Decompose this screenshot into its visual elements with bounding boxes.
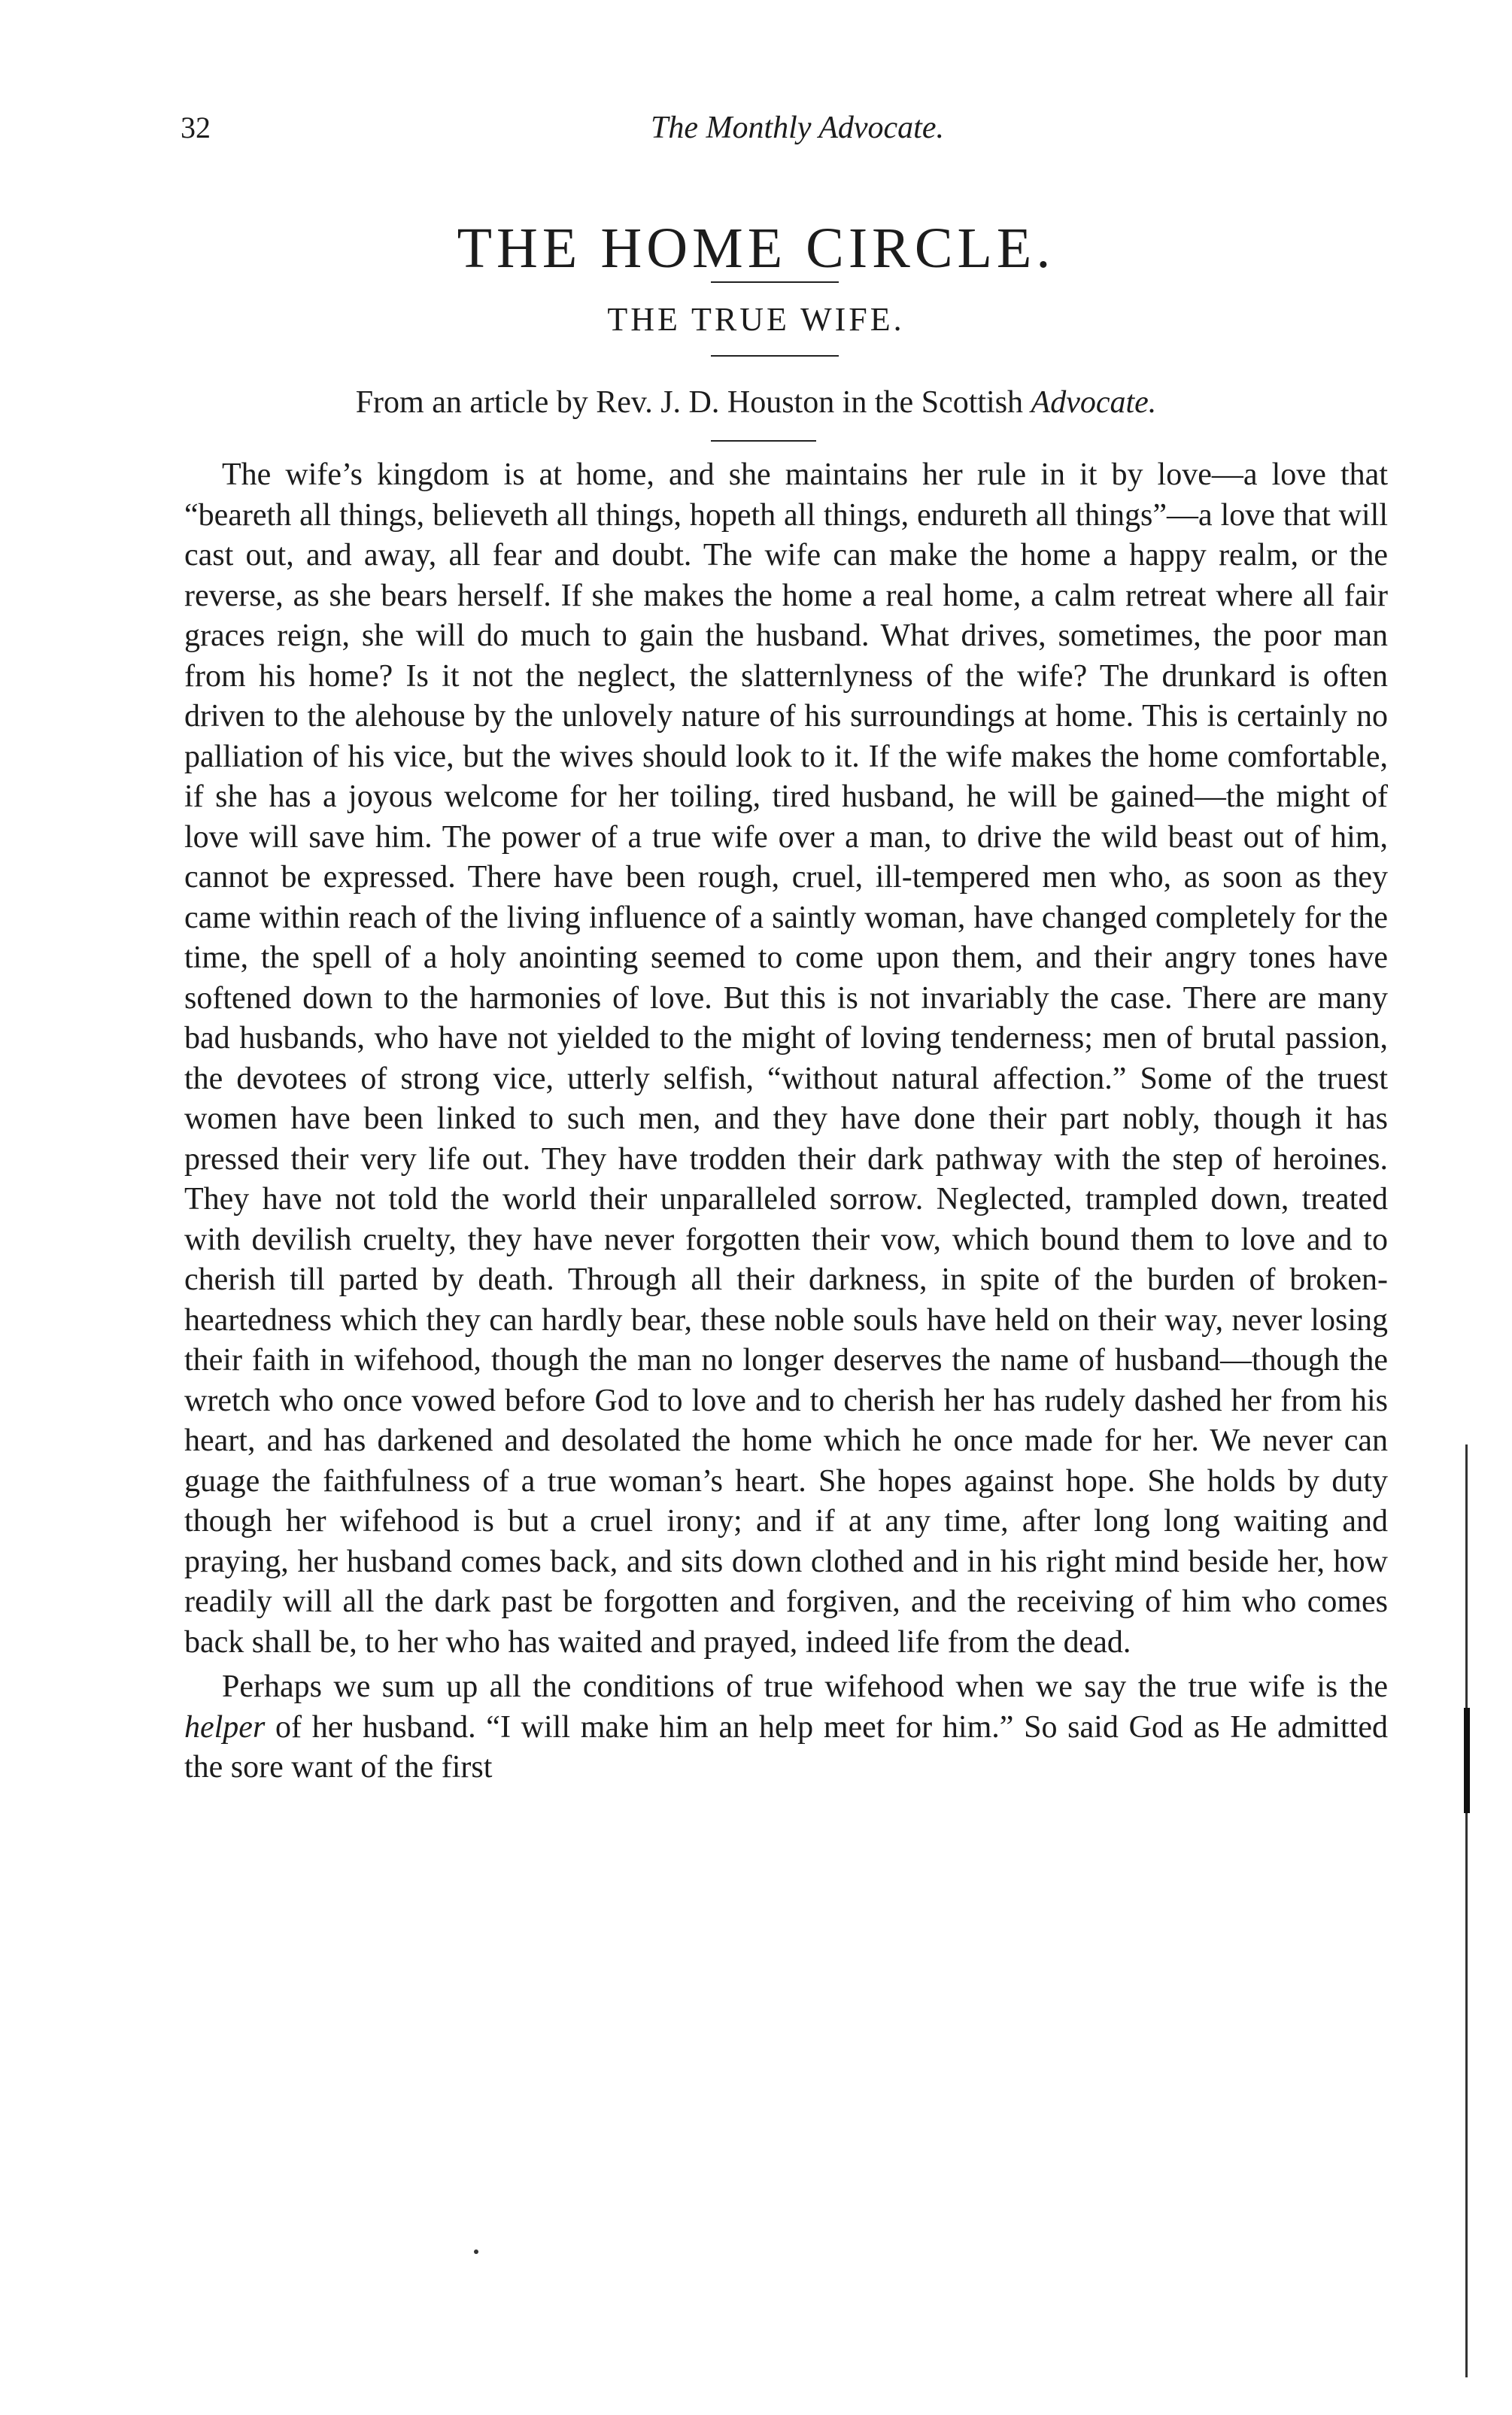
- journal-title: The Monthly Advocate.: [651, 111, 944, 145]
- paragraph-text: of her husband. “I will make him an help meet for him.” So said God as He admitted the sore want of the first: [184, 1709, 1388, 1785]
- article-rule: [711, 355, 839, 357]
- ink-speck: [474, 2249, 478, 2254]
- article-title: THE TRUE WIFE.: [607, 301, 905, 338]
- paragraph-text: Perhaps we sum up all the conditions of true wifehood when we say the true wife is the: [222, 1669, 1388, 1704]
- article-body: [184, 455, 1388, 1788]
- gutter-edge: [1465, 1444, 1468, 2377]
- byline: [0, 380, 1512, 425]
- paragraph: [184, 1667, 1388, 1788]
- gutter-shadow: [1464, 1708, 1470, 1813]
- byline-text: From an article by Rev. J. D. Houston in the Scottish: [355, 385, 1031, 420]
- page-number: 32: [181, 111, 211, 144]
- title-rule: [711, 281, 839, 283]
- emphasis-helper: helper: [184, 1709, 266, 1745]
- byline-rule: [711, 440, 816, 442]
- paragraph: The wife’s kingdom is at home, and she maintains her rule in it by love—a love that “beareth all things, believeth all things, hopeth all things, endureth all things”—a love that will cast out, and away, all fear and doubt. The wife can make the home a happy realm, or the reverse, as she bears herself. If she makes the home a real home, a calm retreat where all fair graces reign, she will do much to gain the husband. What drives, sometimes, the poor man from his home? Is it not the neglect, the slatternlyness of the wife? The drunkard is often driven to the alehouse by the unlovely nature of his surroundings at home. This is certainly no palliation of his vice, but the wives should look to it. If the wife makes the home comfortable, if she has a joyous welcome for her toiling, tired husband, he will be gained—the might of love will save him. The power of a true wife over a man, to drive the wild beast out of him, cannot be expressed. There have been rough, cruel, ill-tempered men who, as soon as they came within reach of the living influence of a saintly woman, have changed completely for the time, the spell of a holy anointing seemed to come upon them, and their angry tones have softened down to the harmonies of love. But this is not invariably the case. There are many bad husbands, who have not yielded to the might of loving tenderness; men of brutal passion, the devotees of strong vice, utterly selfish, “without natural affection.” Some of the truest women have been linked to such men, and they have done their part nobly, though it has pressed their very life out. They have trodden their dark pathway with the step of heroines. They have not told the world their unparalleled sorrow. Neglected, trampled down, treated with devilish cruelty, they have never forgotten their vow, which bound them to love and to cherish till parted by death. Through all their darkness, in spite of the burden of broken-heartedness which they can hardly bear, these noble souls have held on their way, never losing their faith in wifehood, though the man no longer deserves the name of husband—though the wretch who once vowed before God to love and to cherish her has rudely dashed her from his heart, and has darkened and desolated the home which he once made for her. We never can guage the faithfulness of a true woman’s heart. She hopes against hope. She holds by duty though her wifehood is but a cruel irony; and if at any time, after long long waiting and praying, her husband comes back, and sits down clothed and in his right mind beside her, how readily will all the dark past be forgotten and forgiven, and the receiving of him who comes back shall be, to her who has waited and prayed, indeed life from the dead.: [184, 457, 1388, 1660]
- section-title: THE HOME CIRCLE.: [457, 217, 1055, 280]
- byline-source: Advocate.: [1031, 385, 1157, 420]
- running-head: [181, 105, 1414, 150]
